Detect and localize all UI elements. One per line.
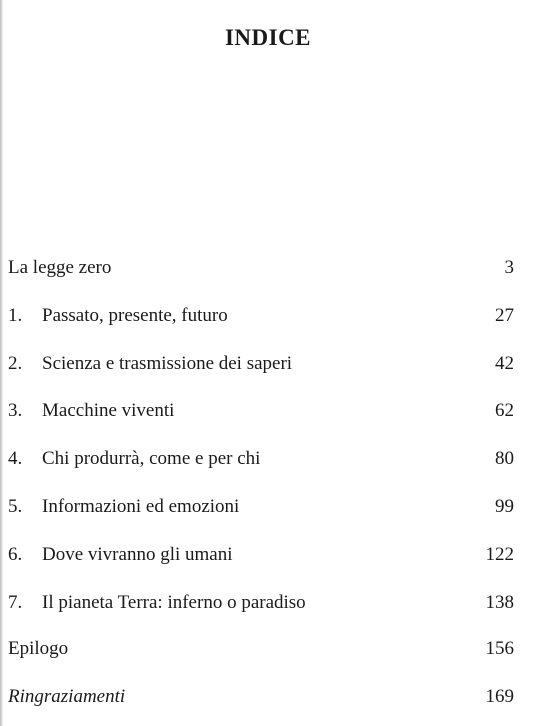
toc-entry-number: 6.	[8, 544, 23, 565]
toc-entry-page: 62	[495, 400, 514, 421]
page-title: INDICE	[224, 25, 312, 51]
toc-entry[interactable]	[8, 590, 514, 616]
toc-entry[interactable]	[8, 303, 514, 329]
toc-entry-page: 80	[495, 448, 514, 469]
toc-entry[interactable]	[8, 542, 514, 568]
toc-entry-page: 138	[485, 592, 514, 613]
toc-entry-title: Scienza e trasmissione dei saperi	[42, 353, 293, 374]
toc-entry-title: Passato, presente, futuro	[42, 305, 228, 326]
toc-entry-number: 7.	[8, 592, 23, 613]
toc-entry[interactable]	[8, 255, 514, 281]
toc-entry-number: 1.	[8, 305, 23, 326]
toc-entry-page: 122	[485, 544, 514, 565]
toc-entry-number: 4.	[8, 448, 23, 469]
toc-entry-title: Epilogo	[8, 638, 69, 659]
toc-entry-title: Il pianeta Terra: inferno o paradiso	[42, 592, 306, 613]
toc-entry-title: Chi produrrà, come e per chi	[42, 448, 261, 469]
toc-entry-page: 99	[495, 496, 514, 517]
toc-entry-page: 156	[485, 638, 514, 659]
toc-entry-page: 169	[485, 686, 514, 707]
toc-entry-page: 3	[504, 257, 514, 278]
toc-entry-page: 42	[495, 353, 514, 374]
toc-entry[interactable]	[8, 494, 514, 520]
toc-entry-title: Informazioni ed emozioni	[42, 496, 240, 517]
toc-entry-title: Macchine viventi	[42, 400, 175, 421]
toc-entry-page: 27	[495, 305, 514, 326]
toc-entry-title: Ringraziamenti	[8, 686, 126, 707]
toc-entry-number: 5.	[8, 496, 23, 517]
toc-entry-title: La legge zero	[8, 257, 112, 278]
toc-entry-number: 2.	[8, 353, 23, 374]
toc-entry[interactable]	[8, 636, 514, 662]
toc-entry[interactable]	[8, 398, 514, 424]
toc-entry[interactable]	[8, 446, 514, 472]
toc-entry[interactable]	[8, 684, 514, 710]
toc-entry-number: 3.	[8, 400, 23, 421]
toc-entry[interactable]	[8, 351, 514, 377]
toc-entry-title: Dove vivranno gli umani	[42, 544, 233, 565]
